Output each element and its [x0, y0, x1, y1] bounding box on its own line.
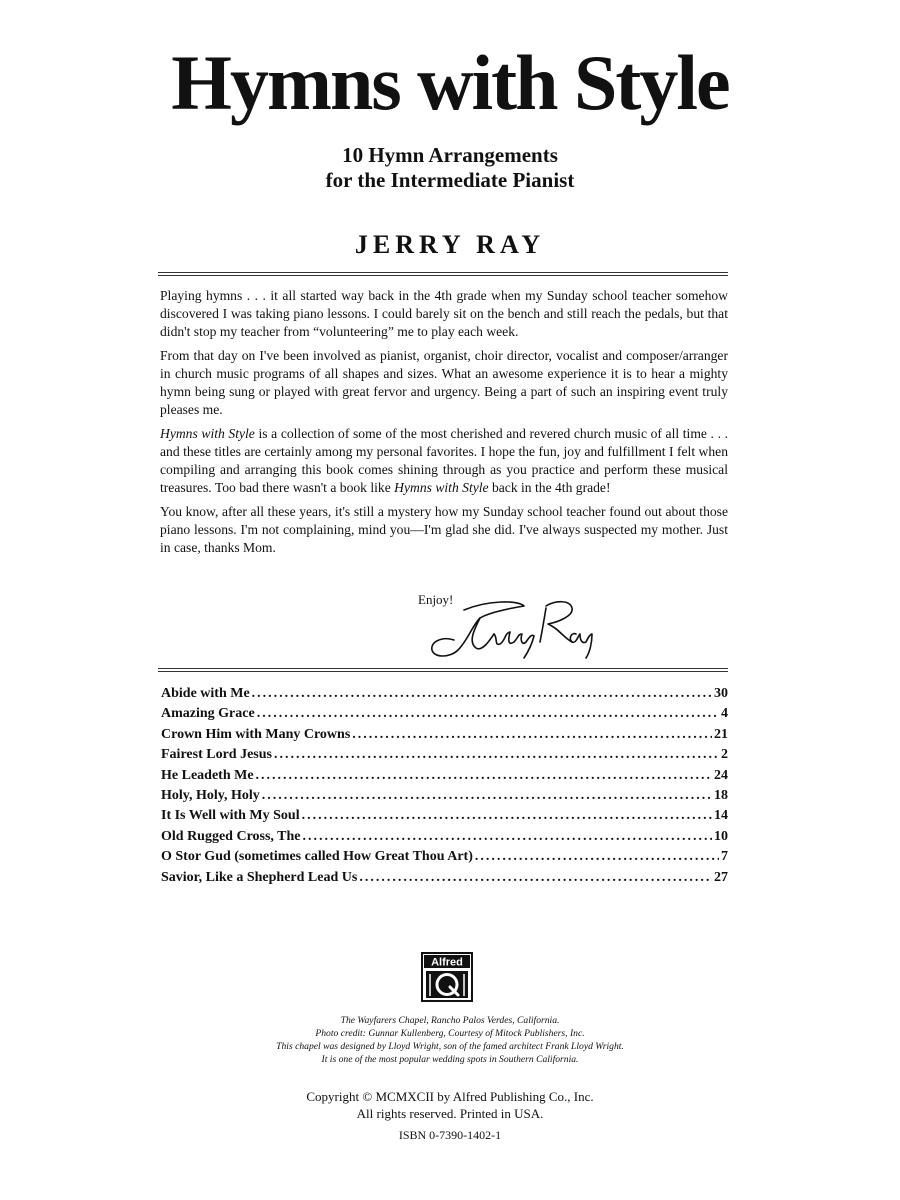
copyright-line: Copyright © MCMXCII by Alfred Publishing Co., Inc.: [306, 1089, 594, 1104]
credit-line: The Wayfarers Chapel, Rancho Palos Verdes, California.: [340, 1015, 560, 1026]
toc-leader-dots: [262, 788, 712, 804]
toc-title: Old Rugged Cross, The: [161, 828, 301, 844]
toc-page: 4: [721, 706, 728, 722]
photo-credits: [150, 1014, 750, 1066]
intro-paragraph-3-end: back in the 4th grade!: [488, 480, 611, 495]
toc-page: 10: [714, 828, 728, 844]
toc-item: [161, 829, 728, 849]
intro-paragraph-2: From that day on I've been involved as pianist, organist, choir director, vocalist and composer/arranger in church music programs of all shapes and sizes. What an awesome experience it is to hear a mighty hymn being sung or played with great fervor and urgency. Being a part of such an inspiring event truly pleases me.: [160, 348, 728, 417]
toc-page: 27: [714, 869, 728, 885]
toc-title: Holy, Holy, Holy: [161, 787, 260, 803]
toc-leader-dots: [256, 768, 712, 784]
toc-item: [161, 849, 728, 869]
toc-title: Amazing Grace: [161, 706, 255, 722]
credit-line: Photo credit: Gunnar Kullenberg, Courtesy of Mitock Publishers, Inc.: [315, 1028, 585, 1039]
toc-title: It Is Well with My Soul: [161, 808, 300, 824]
intro-text: [160, 287, 728, 563]
toc-leader-dots: [352, 727, 712, 743]
signature-image: [428, 596, 608, 662]
toc-item: [161, 788, 728, 808]
toc-page: 21: [714, 726, 728, 742]
toc-item: [161, 768, 728, 788]
credit-line: It is one of the most popular wedding spots in Southern California.: [321, 1054, 579, 1065]
intro-paragraph-3-body: is a collection of some of the most cherished and revered church music of all time . . . and these titles are certainly among my personal favorites. I hope the fun, joy and fulfillment I felt when compiling and arranging this book comes shining through as you practice and perform these musical treasures. Too bad there wasn't a book like: [160, 426, 728, 495]
toc-leader-dots: [303, 829, 712, 845]
toc-title: He Leadeth Me: [161, 767, 254, 783]
credit-line: This chapel was designed by Lloyd Wright, son of the famed architect Frank Lloyd Wright.: [276, 1041, 624, 1052]
book-title-ref: Hymns with Style: [160, 426, 255, 441]
toc-item: [161, 870, 728, 890]
toc-title: Fairest Lord Jesus: [161, 747, 272, 763]
isbn-number: ISBN 0-7390-1402-1: [398, 1128, 502, 1142]
toc-page: 24: [714, 767, 728, 783]
subtitle-line-2: for the Intermediate Pianist: [325, 168, 575, 192]
toc-page: 14: [714, 808, 728, 824]
intro-paragraph-1: Playing hymns . . . it all started way back in the 4th grade when my Sunday school teacher somehow discovered I was taking piano lessons. I could barely sit on the bench and still reach the pedals, but that didn't stop my teacher from “volunteering” me to play each week.: [160, 288, 728, 339]
toc-item: [161, 747, 728, 767]
toc-title: Crown Him with Many Crowns: [161, 726, 351, 742]
intro-paragraph-4: You know, after all these years, it's still a mystery how my Sunday school teacher found out about those piano lessons. I'm not complaining, mind you—I'm glad she did. I've always suspected my mother. Just in case, thanks Mom.: [160, 504, 728, 555]
toc-leader-dots: [252, 686, 712, 702]
enjoy-text: Enjoy!: [418, 592, 454, 607]
author-name: JERRY RAY: [354, 230, 546, 259]
divider-top: [158, 272, 728, 276]
toc-item: [161, 727, 728, 747]
toc-leader-dots: [302, 808, 712, 824]
toc-title: O Stor Gud (sometimes called How Great Thou Art): [161, 849, 473, 865]
toc-title: Abide with Me: [161, 686, 250, 701]
toc-item: [161, 808, 728, 828]
toc-leader-dots: [475, 849, 719, 865]
toc-page: 18: [714, 787, 728, 803]
toc-item: [161, 686, 728, 706]
intro-paragraph-3: [160, 425, 728, 497]
book-title-ref: Hymns with Style: [394, 480, 489, 495]
svg-text:Alfred: Alfred: [431, 956, 463, 969]
toc-leader-dots: [359, 870, 712, 886]
book-subtitle: [0, 143, 900, 193]
copyright-notice: [0, 1088, 900, 1122]
toc-item: [161, 706, 728, 726]
book-title: Hymns with Style: [171, 39, 729, 126]
toc-leader-dots: [274, 747, 719, 763]
table-of-contents: [161, 686, 728, 890]
toc-page: 30: [714, 686, 728, 701]
subtitle-line-1: 10 Hymn Arrangements: [342, 143, 558, 167]
alfred-logo: [421, 952, 473, 1002]
toc-page: 7: [721, 849, 728, 865]
toc-title: Savior, Like a Shepherd Lead Us: [161, 869, 358, 885]
toc-page: 2: [721, 747, 728, 763]
divider-bottom: [158, 668, 728, 672]
rights-line: All rights reserved. Printed in USA.: [356, 1106, 544, 1121]
toc-leader-dots: [257, 706, 719, 722]
